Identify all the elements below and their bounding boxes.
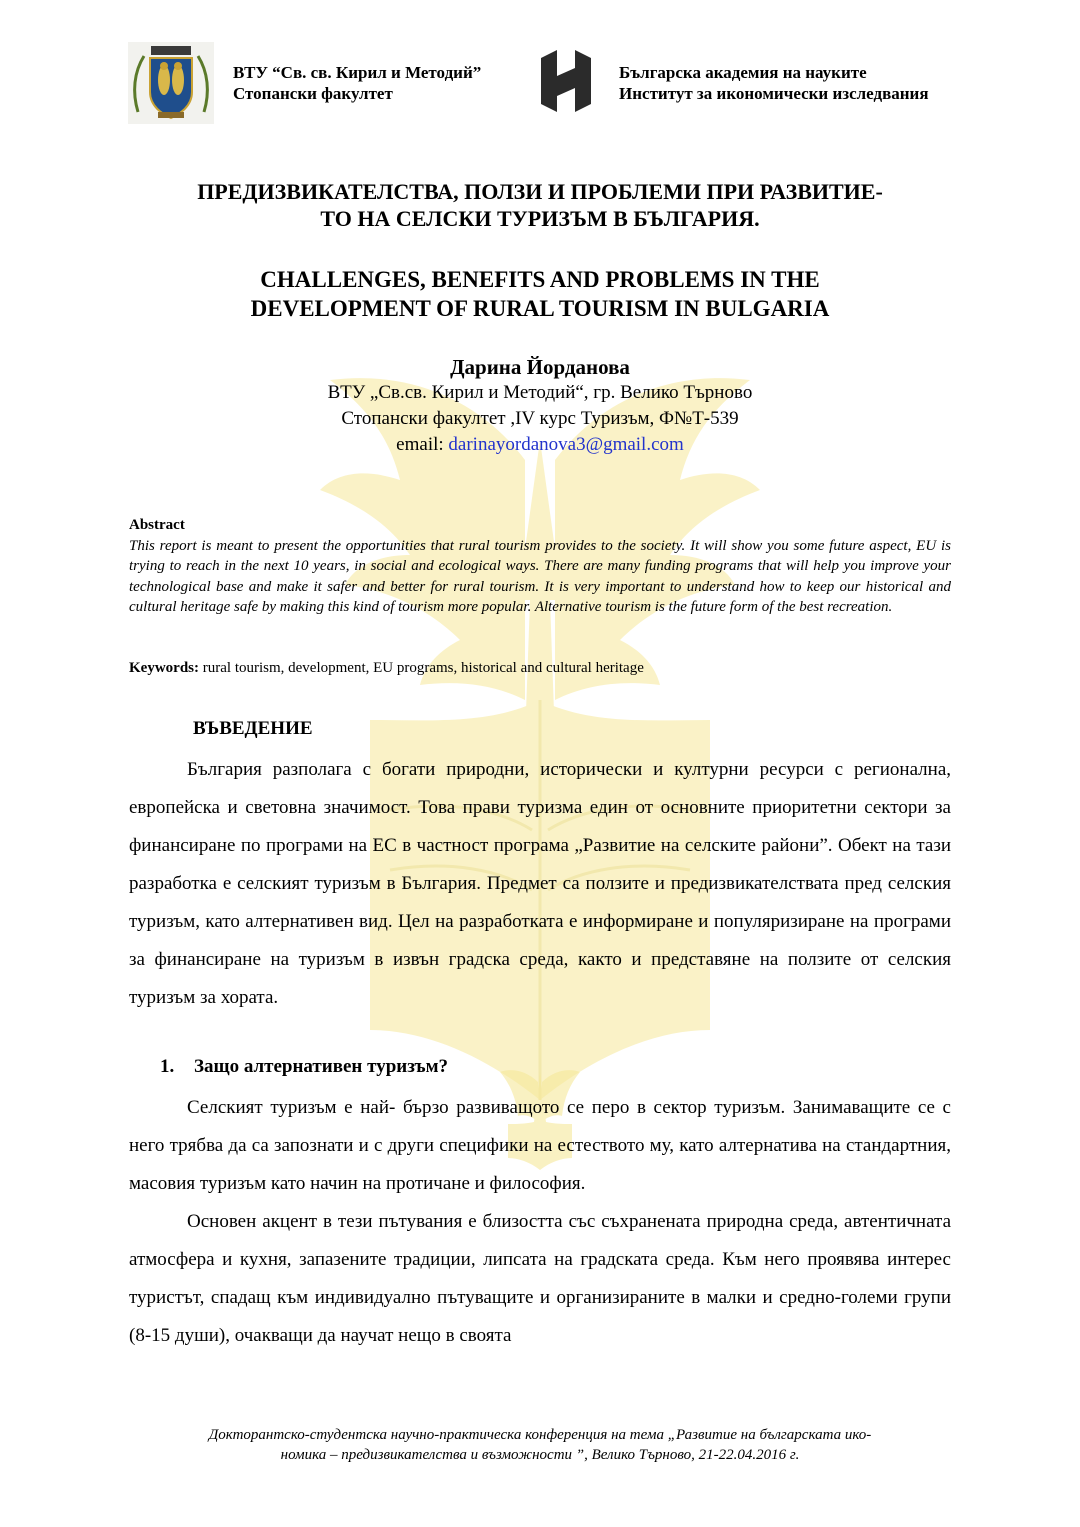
author-name: Дарина Йорданова <box>450 355 630 379</box>
header-institute-text <box>619 62 929 104</box>
title-english <box>100 265 980 323</box>
keywords-text: rural tourism, development, EU programs, historical and cultural heritage <box>199 660 644 676</box>
university-seal-logo <box>128 42 214 124</box>
section1-number: 1. <box>160 1056 175 1077</box>
author-email-line <box>100 432 980 458</box>
title-bg-line2: ТО НА СЕЛСКИ ТУРИЗЪМ В БЪЛГАРИЯ. <box>320 206 760 231</box>
header-faculty-name: Стопански факултет <box>233 84 393 103</box>
section1-paragraph-2: Основен акцент в тези пътувания е близостта със съхранената природна среда, автентичната атмосфера и кухня, запазените традиции, липсата на градската среда. Към него проявява интерес туристът, спадащ към индивидуално пътуващите и организираните в малки и средно-големи групи (8-15 души), очакващи да научат нещо в своята <box>129 1211 951 1346</box>
abstract-heading: Abstract <box>129 517 185 533</box>
keywords-line <box>129 660 951 677</box>
section1-title: Защо алтернативен туризъм? <box>194 1056 449 1077</box>
author-block <box>100 354 980 458</box>
email-label: email: <box>396 434 449 455</box>
author-affiliation-university: ВТУ „Св.св. Кирил и Методий“, гр. Велико Търново <box>327 382 753 403</box>
footer-line2: номика – предизвикателства и възможности ”, Велико Търново, 21-22.04.2016 г. <box>280 1447 800 1463</box>
header-institute-name: Институт за икономически изследвания <box>619 84 929 103</box>
title-bg-line1: ПРЕДИЗВИКАТЕЛСТВА, ПОЛЗИ И ПРОБЛЕМИ ПРИ РАЗВИТИЕ- <box>197 179 883 204</box>
header-university-name: ВТУ “Св. св. Кирил и Методий” <box>233 63 482 82</box>
footer-line1: Докторантско-студентска научно-практическа конференция на тема „Развитие на българската ико- <box>208 1427 872 1443</box>
title-en-line2: DEVELOPMENT OF RURAL TOURISM IN BULGARIA <box>250 296 830 321</box>
intro-paragraph: България разполага с богати природни, исторически и културни ресурси с регионална, европейска и световна значимост. Това прави туризма един от основните приоритетни сектори за финансиране по програми на ЕС в частност програма „Развитие на селските райони”. Обект на тази разработка е селският туризъм в България. Предмет са ползите и предизвикателствата пред селския туризъм, като алтернативен вид. Цел на разработката е информиране и популяризиране на програми за финансиране на туризъм в извън градска среда, както и представяне на ползите от селския туризъм за хората. <box>129 759 951 1008</box>
title-en-line1: CHALLENGES, BENEFITS AND PROBLEMS IN THE <box>260 267 820 292</box>
institute-logo <box>537 48 595 114</box>
abstract-text: This report is meant to present the opportunities that rural tourism provides to the society. It will show you some future aspect, EU is trying to reach in the next 10 years, in social and ecological ways. There are many funding programs that will help you improve your technological base and make it safer and better for rural tourism. It is very important to understand how to keep our historical and cultural heritage safe by making this kind of tourism more popular. Alternative tourism is the future form of the best recreation. <box>129 537 951 615</box>
header-university-text <box>233 62 481 104</box>
author-affiliation-faculty: Стопански факултет ,IV курс Туризъм, Ф№Т-539 <box>341 408 739 429</box>
abstract-section <box>129 515 951 618</box>
author-email-link[interactable]: darinayordanova3@gmail.com <box>448 434 684 455</box>
header-academy-name: Българска академия на науките <box>619 63 867 82</box>
section1-heading <box>160 1056 448 1078</box>
conference-footer <box>100 1425 980 1465</box>
title-bulgarian <box>100 178 980 232</box>
section1-paragraph-1: Селският туризъм е най- бързо развиващото се перо в сектор туризъм. Занимаващите се с него трябва да са запознати и с други специфики на естеството му, като алтернатива на стандартния, масовия туризъм като начин на протичане и философия. <box>129 1097 951 1194</box>
intro-heading: ВЪВЕДЕНИЕ <box>193 718 313 739</box>
keywords-label: Keywords: <box>129 660 199 676</box>
